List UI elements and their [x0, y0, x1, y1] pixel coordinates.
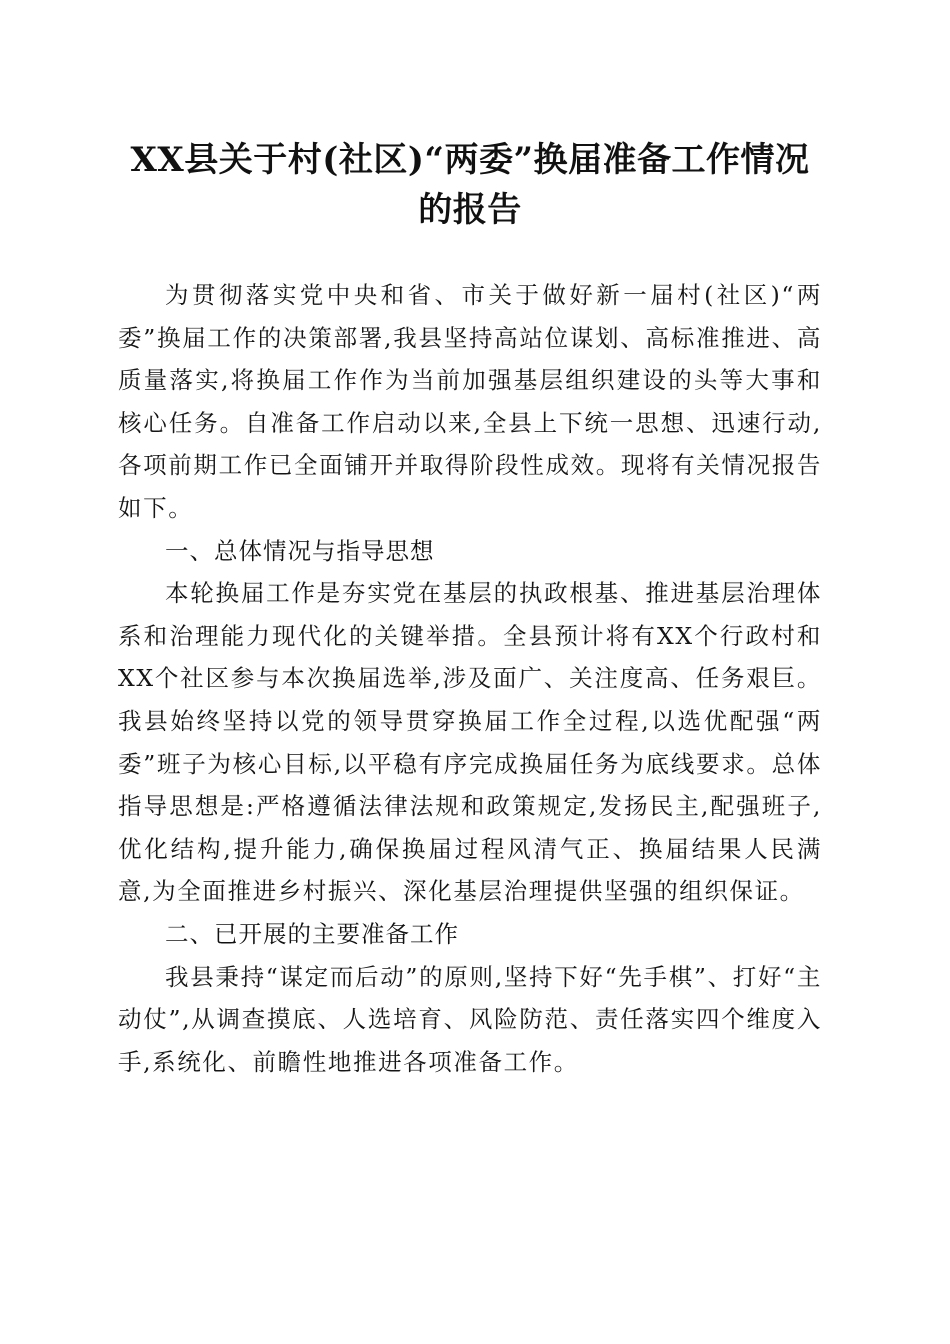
document-body — [118, 274, 822, 1083]
section-heading-1: 一、总体情况与指导思想 — [165, 536, 435, 565]
document-title: XX县关于村(社区)“两委”换届准备工作情况的报告 — [130, 140, 810, 230]
section-heading-2: 二、已开展的主要准备工作 — [165, 919, 459, 948]
intro-paragraph: 为贯彻落实党中央和省、市关于做好新一届村(社区)“两委”换届工作的决策部署,我县坚持高站位谋划、高标准推进、高质量落实,将换届工作作为当前加强基层组织建设的头等大事和核心任务。自准备工作启动以来,全县上下统一思想、迅速行动,各项前期工作已全面铺开并取得阶段性成效。现将有关情况报告如下。 — [118, 281, 822, 522]
section-1-paragraph: 本轮换届工作是夯实党在基层的执政根基、推进基层治理体系和治理能力现代化的关键举措。全县预计将有XX个行政村和XX个社区参与本次换届选举,涉及面广、关注度高、任务艰巨。我县始终坚持以党的领导贯穿换届工作全过程,以选优配强“两委”班子为核心目标,以平稳有序完成换届任务为底线要求。总体指导思想是:严格遵循法律法规和政策规定,发扬民主,配强班子,优化结构,提升能力,确保换届过程风清气正、换届结果人民满意,为全面推进乡村振兴、深化基层治理提供坚强的组织保证。 — [118, 579, 822, 906]
section-2-paragraph: 我县秉持“谋定而后动”的原则,坚持下好“先手棋”、打好“主动仗”,从调查摸底、人选培育、风险防范、责任落实四个维度入手,系统化、前瞻性地推进各项准备工作。 — [118, 962, 822, 1076]
